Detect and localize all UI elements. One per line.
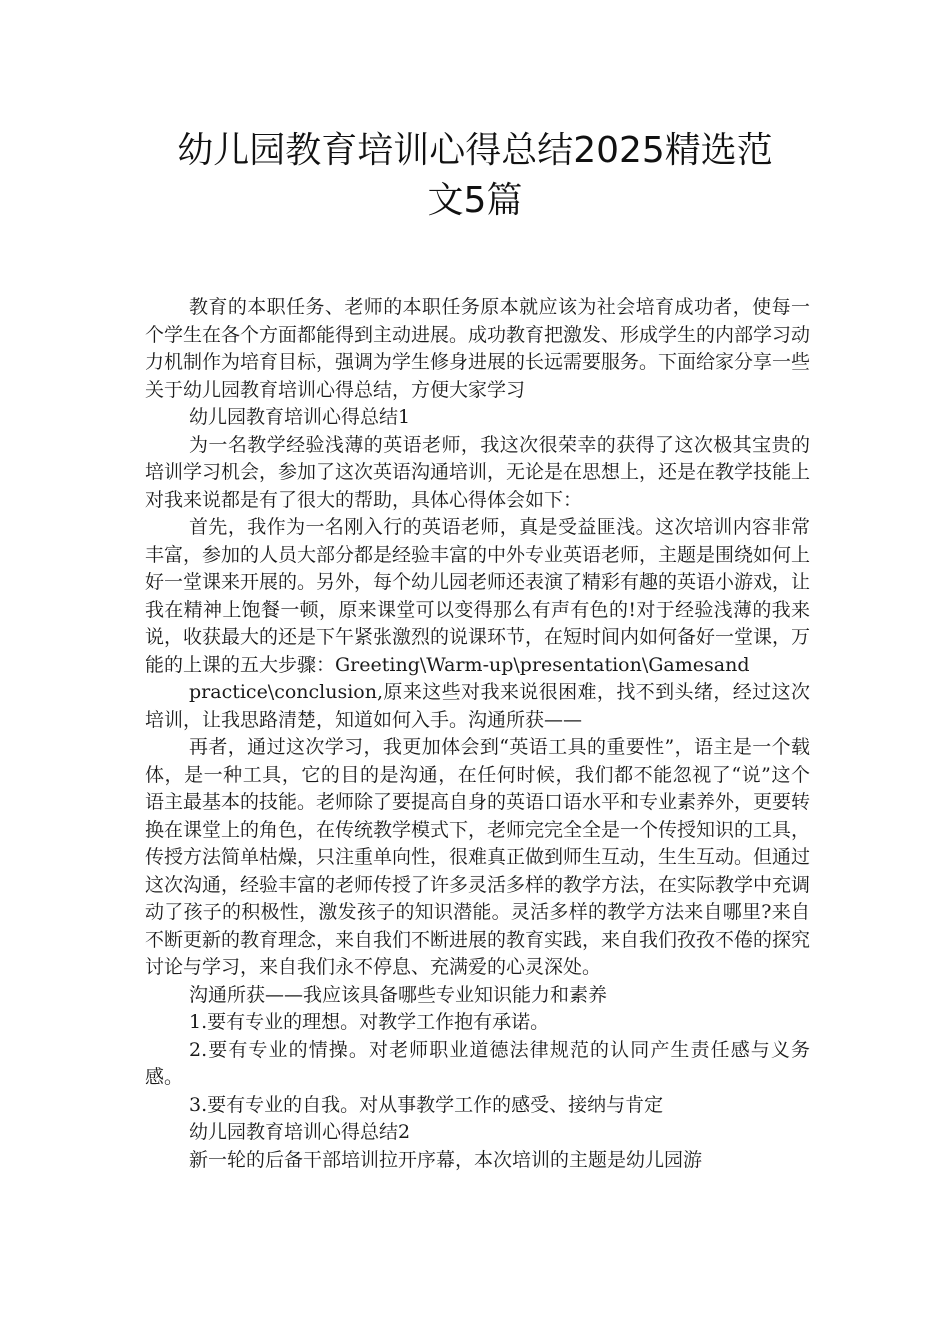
- body-paragraph: practice\conclusion,原来这些对我来说很困难，找不到头绪，经过这次培训，让我思路清楚，知道如何入手。沟通所获——: [145, 681, 810, 731]
- list-item: 2.要有专业的情操。对老师职业道德法律规范的认同产生责任感与义务感。: [145, 1038, 810, 1088]
- body-paragraph: 新一轮的后备干部培训拉开序幕，本次培训的主题是幼儿园游: [189, 1148, 703, 1171]
- intro-paragraph: 教育的本职任务、老师的本职任务原本就应该为社会培育成功者，使每一个学生在各个方面都能得到主动进展。成功教育把激发、形成学生的内部学习动力机制作为培育目标，强调为学生修身进展的长远需要服务。下面给家分享一些关于幼儿园教育培训心得总结，方便大家学习: [145, 296, 811, 401]
- list-item: 1.要有专业的理想。对教学工作抱有承诺。: [189, 1011, 550, 1033]
- section-heading-2: 幼儿园教育培训心得总结2: [189, 1121, 411, 1143]
- body-paragraph: 首先，我作为一名刚入行的英语老师，真是受益匪浅。这次培训内容非常丰富，参加的人员大部分都是经验丰富的中外专业英语老师，主题是围绕如何上好一堂课来开展的。另外，每个幼儿园老师还表演了精彩有趣的英语小游戏，让我在精神上饱餐一顿，原来课堂可以变得那么有声有色的!对于经验浅薄的我来说，收获最大的还是下午紧张激烈的说课环节，在短时间内如何备好一堂课，万能的上课的五大步骤：Greeting\Warm-up\presentation\Gamesand: [145, 516, 811, 676]
- document-title: [100, 126, 850, 226]
- section-heading-1: 幼儿园教育培训心得总结1: [189, 406, 411, 428]
- title-line-2: 文5篇: [427, 180, 523, 221]
- body-paragraph: 再者，通过这次学习，我更加体会到“英语工具的重要性”，语主是一个载体，是一种工具，它的目的是沟通，在任何时候，我们都不能忽视了“说”这个语主最基本的技能。老师除了要提高自身的英语口语水平和专业素养外，更要转换在课堂上的角色，在传统教学模式下，老师完完全全是一个传授知识的工具，传授方法简单枯燥，只注重单向性，很难真正做到师生互动，生生互动。但通过这次沟通，经验丰富的老师传授了许多灵活多样的教学方法，在实际教学中充调动了孩子的积极性，激发孩子的知识潜能。灵活多样的教学方法来自哪里?来自不断更新的教育理念，来自我们不断进展的教育实践，来自我们孜孜不倦的探究讨论与学习，来自我们永不停息、充满爱的心灵深处。: [145, 736, 811, 978]
- subheading: 沟通所获——我应该具备哪些专业知识能力和素养: [189, 983, 608, 1006]
- title-line-1: 幼儿园教育培训心得总结2025精选范: [177, 130, 773, 171]
- body-paragraph: 为一名教学经验浅薄的英语老师，我这次很荣幸的获得了这次极其宝贵的培训学习机会，参加了这次英语沟通培训，无论是在思想上，还是在教学技能上对我来说都是有了很大的帮助，具体心得体会如下：: [145, 433, 811, 511]
- document-body: [145, 294, 810, 1174]
- list-item: 3.要有专业的自我。对从事教学工作的感受、接纳与肯定: [189, 1093, 664, 1116]
